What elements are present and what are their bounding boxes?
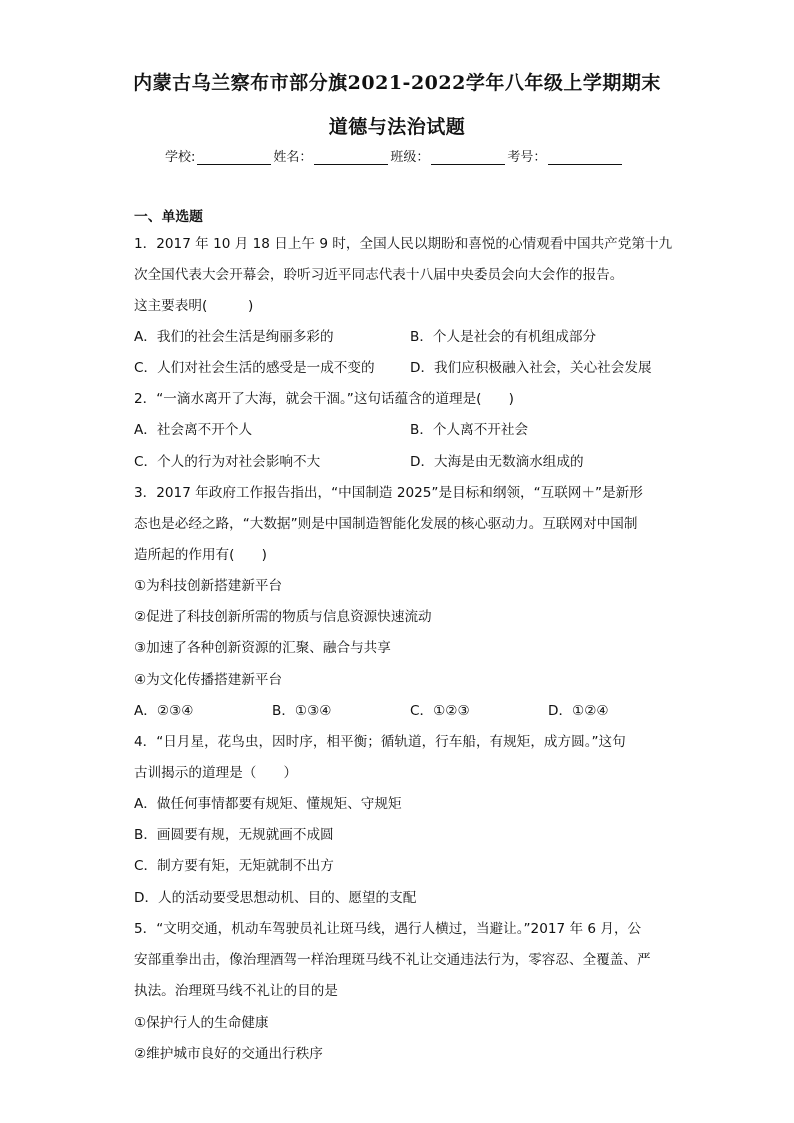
school-field xyxy=(165,146,271,165)
q2-option-a[interactable]: A．社会离不开个人 xyxy=(134,422,253,438)
q4-line: 古训揭示的道理是（ ） xyxy=(134,765,298,781)
q4-line: 4．“日月星，花鸟虫，因时序，相平衡；循轨道，行车船，有规矩，成方圆。”这句 xyxy=(134,734,626,750)
class-label: 班级： xyxy=(390,150,430,165)
q3-option-a[interactable]: A．②③④ xyxy=(134,703,194,719)
name-label: 姓名： xyxy=(273,150,313,165)
q3-line: 3．2017 年政府工作报告指出，“中国制造 2025”是目标和纲领，“互联网＋”是新形 xyxy=(134,485,643,501)
exam-title-line2: 道德与法治试题 xyxy=(328,116,466,138)
q3-item: ①为科技创新搭建新平台 xyxy=(134,578,283,594)
q1-line: 1．2017 年 10 月 18 日上午 9 时，全国人民以期盼和喜悦的心情观看中国共产党第十九 xyxy=(134,236,673,252)
q3-item: ②促进了科技创新所需的物质与信息资源快速流动 xyxy=(134,609,432,625)
q4-option-b[interactable]: B．画圆要有规，无规就画不成圆 xyxy=(134,827,334,843)
name-field xyxy=(273,146,388,165)
q2-option-b[interactable]: B．个人离不开社会 xyxy=(410,422,529,438)
q4-option-c[interactable]: C．制方要有矩，无矩就制不出方 xyxy=(134,858,334,874)
exam-title-line1: 内蒙古乌兰察布市部分旗2021-2022学年八年级上学期期末 xyxy=(133,72,661,94)
q5-line: 安部重拳出击，像治理酒驾一样治理斑马线不礼让交通违法行为，零容忍、全覆盖、严 xyxy=(134,952,651,968)
q1-option-b[interactable]: B．个人是社会的有机组成部分 xyxy=(410,329,597,345)
number-label: 考号： xyxy=(507,150,547,165)
q5-item: ①保护行人的生命健康 xyxy=(134,1015,269,1031)
q1-line: 次全国代表大会开幕会，聆听习近平同志代表十八届中央委员会向大会作的报告。 xyxy=(134,267,624,283)
q2-option-d[interactable]: D．大海是由无数滴水组成的 xyxy=(410,454,584,470)
q4-option-d[interactable]: D．人的活动要受思想动机、目的、愿望的支配 xyxy=(134,890,417,906)
q5-item: ②维护城市良好的交通出行秩序 xyxy=(134,1046,323,1062)
name-blank[interactable] xyxy=(314,150,388,165)
number-field xyxy=(507,146,622,165)
school-label: 学校: xyxy=(165,150,196,165)
class-field xyxy=(390,146,505,165)
class-blank[interactable] xyxy=(431,150,505,165)
student-info-row xyxy=(165,146,624,165)
q5-line: 执法。治理斑马线不礼让的目的是 xyxy=(134,983,338,999)
section-title: 一、单选题 xyxy=(134,209,203,225)
q3-option-b[interactable]: B．①③④ xyxy=(272,703,332,719)
q3-option-c[interactable]: C．①②③ xyxy=(410,703,470,719)
q3-line: 态也是必经之路，“大数据”则是中国制造智能化发展的核心驱动力。互联网对中国制 xyxy=(134,516,638,532)
q3-option-d[interactable]: D．①②④ xyxy=(548,703,609,719)
q1-option-c[interactable]: C．人们对社会生活的感受是一成不变的 xyxy=(134,360,375,376)
q1-option-d[interactable]: D．我们应积极融入社会，关心社会发展 xyxy=(410,360,652,376)
q3-item: ③加速了各种创新资源的汇聚、融合与共享 xyxy=(134,640,391,656)
q2-line: 2．“一滴水离开了大海，就会干涸。”这句话蕴含的道理是( ) xyxy=(134,391,514,407)
school-blank[interactable] xyxy=(197,150,271,165)
q3-line: 造所起的作用有( ) xyxy=(134,547,267,563)
q3-item: ④为文化传播搭建新平台 xyxy=(134,672,283,688)
q4-option-a[interactable]: A．做任何事情都要有规矩、懂规矩、守规矩 xyxy=(134,796,402,812)
q1-line: 这主要表明( ) xyxy=(134,298,254,314)
q5-line: 5．“文明交通，机动车驾驶员礼让斑马线，遇行人横过，当避让。”2017 年 6 月，公 xyxy=(134,921,642,937)
q2-option-c[interactable]: C．个人的行为对社会影响不大 xyxy=(134,454,321,470)
q1-option-a[interactable]: A．我们的社会生活是绚丽多彩的 xyxy=(134,329,334,345)
number-blank[interactable] xyxy=(548,150,622,165)
